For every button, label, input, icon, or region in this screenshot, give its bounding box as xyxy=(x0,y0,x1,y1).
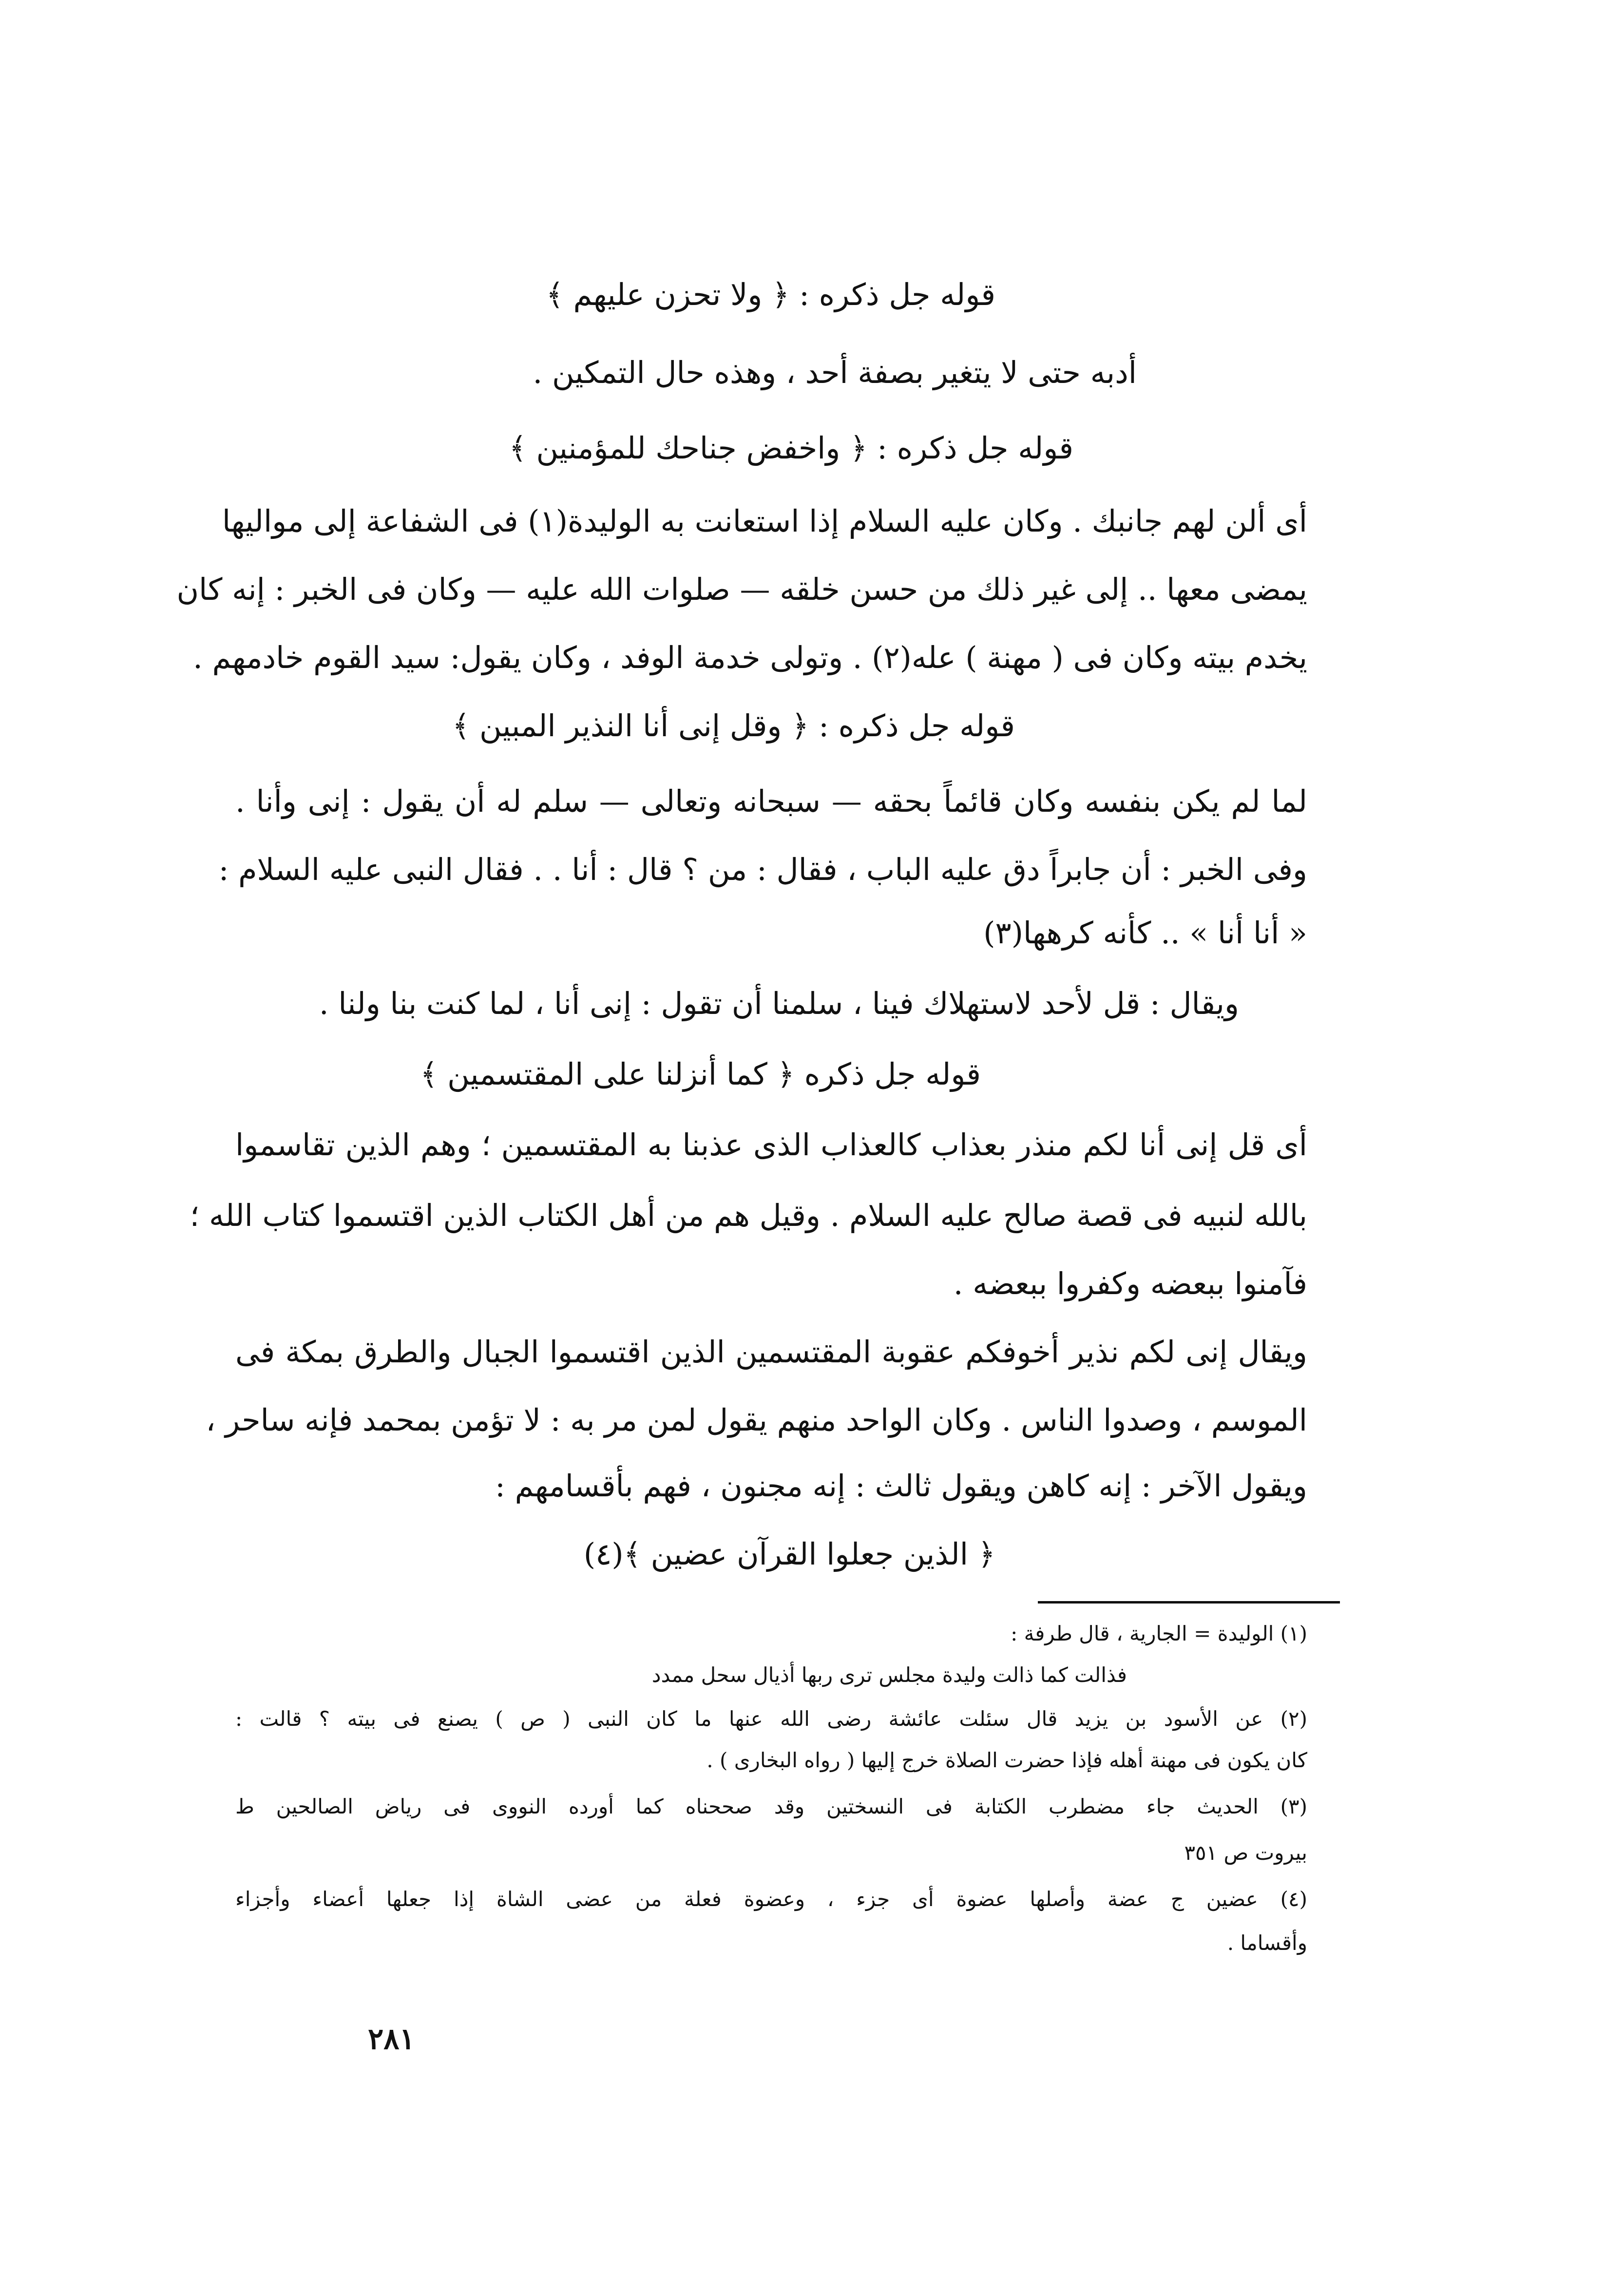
footnote-1: (١) الوليدة = الجارية ، قال طرفة : xyxy=(1011,1622,1307,1645)
body-line-8: لما لم يكن بنفسه وكان قائماً بحقه — سبحانه وتعالى — سلم له أن يقول : إنى وأنا . xyxy=(235,783,1307,819)
body-line-16: ويقال إنى لكم نذير أخوفكم عقوبة المقتسمين الذين اقتسموا الجبال والطرق بمكة فى xyxy=(235,1334,1307,1370)
footnote-4-cont: وأقساما . xyxy=(1227,1931,1307,1955)
verse-heading-1: قوله جل ذكره : ﴿ ولا تحزن عليهم ﴾ xyxy=(546,277,995,312)
body-line-2: أدبه حتى لا يتغير بصفة أحد ، وهذه حال التمكين . xyxy=(533,355,1137,390)
body-line-4: أى ألن لهم جانبك . وكان عليه السلام إذا استعانت به الوليدة(١) فى الشفاعة إلى مواليها xyxy=(222,503,1307,539)
body-line-11: ويقال : قل لأحد لاستهلاك فينا ، سلمنا أن تقول : إنى أنا ، لما كنت بنا ولنا . xyxy=(319,986,1239,1021)
body-line-15: فآمنوا ببعضه وكفروا ببعضه . xyxy=(953,1266,1307,1301)
body-line-5: يمضى معها .. إلى غير ذلك من حسن خلقه — صلوات الله عليه — وكان فى الخبر : إنه كان xyxy=(176,572,1307,607)
page-number: ٢٨١ xyxy=(368,2022,415,2056)
body-line-14: بالله لنبيه فى قصة صالح عليه السلام . وقيل هم من أهل الكتاب الذين اقتسموا كتاب الله ؛ xyxy=(190,1198,1307,1233)
footnote-2: (٢) عن الأسود بن يزيد قال سئلت عائشة رضى الله عنها ما كان النبى ( ص ) يصنع فى بيته ؟ قالت : xyxy=(235,1707,1307,1731)
footnote-4: (٤) عضين ج عضة وأصلها عضوة أى جزء ، وعضوة فعلة من عضى الشاة إذا جعلها أعضاء وأجزاء xyxy=(235,1887,1307,1911)
footnote-separator xyxy=(1038,1601,1340,1604)
body-line-9: وفى الخبر : أن جابراً دق عليه الباب ، فقال : من ؟ قال : أنا . . فقال النبى عليه السلام : xyxy=(218,852,1307,887)
body-line-10: « أنا أنا » .. كأنه كرهها(٣) xyxy=(983,915,1307,951)
verse-heading-2: قوله جل ذكره : ﴿ واخفض جناحك للمؤمنين ﴾ xyxy=(509,430,1073,466)
footnote-2-cont: كان يكون فى مهنة أهله فإذا حضرت الصلاة خرج إليها ( رواه البخارى ) . xyxy=(707,1748,1307,1772)
verse-heading-5: ﴿ الذين جعلوا القرآن عضين ﴾(٤) xyxy=(583,1536,995,1572)
footnote-3: (٣) الحديث جاء مضطرب الكتابة فى النسختين وقد صححناه كما أورده النووى فى رياض الصالحين ط xyxy=(235,1795,1307,1818)
verse-heading-4: قوله جل ذكره ﴿ كما أنزلنا على المقتسمين ﴾ xyxy=(420,1056,981,1092)
footnote-3-cont: بيروت ص ٣٥١ xyxy=(1184,1841,1307,1865)
body-line-6: يخدم بيته وكان فى ( مهنة ) عله(٢) . وتولى خدمة الوفد ، وكان يقول: سيد القوم خادمهم . xyxy=(193,640,1307,675)
verse-heading-3: قوله جل ذكره : ﴿ وقل إنى أنا النذير المبين ﴾ xyxy=(452,708,1015,744)
body-line-13: أى قل إنى أنا لكم منذر بعذاب كالعذاب الذى عذبنا به المقتسمين ؛ وهم الذين تقاسموا xyxy=(235,1127,1307,1163)
footnote-1-verse: فذالت كما ذالت وليدة مجلس ترى ربها أذيال سحل ممدد xyxy=(651,1663,1127,1687)
body-line-18: ويقول الآخر : إنه كاهن ويقول ثالث : إنه مجنون ، فهم بأقسامهم : xyxy=(495,1468,1307,1504)
body-line-17: الموسم ، وصدوا الناس . وكان الواحد منهم يقول لمن مر به : لا تؤمن بمحمد فإنه ساحر ، xyxy=(206,1402,1307,1438)
